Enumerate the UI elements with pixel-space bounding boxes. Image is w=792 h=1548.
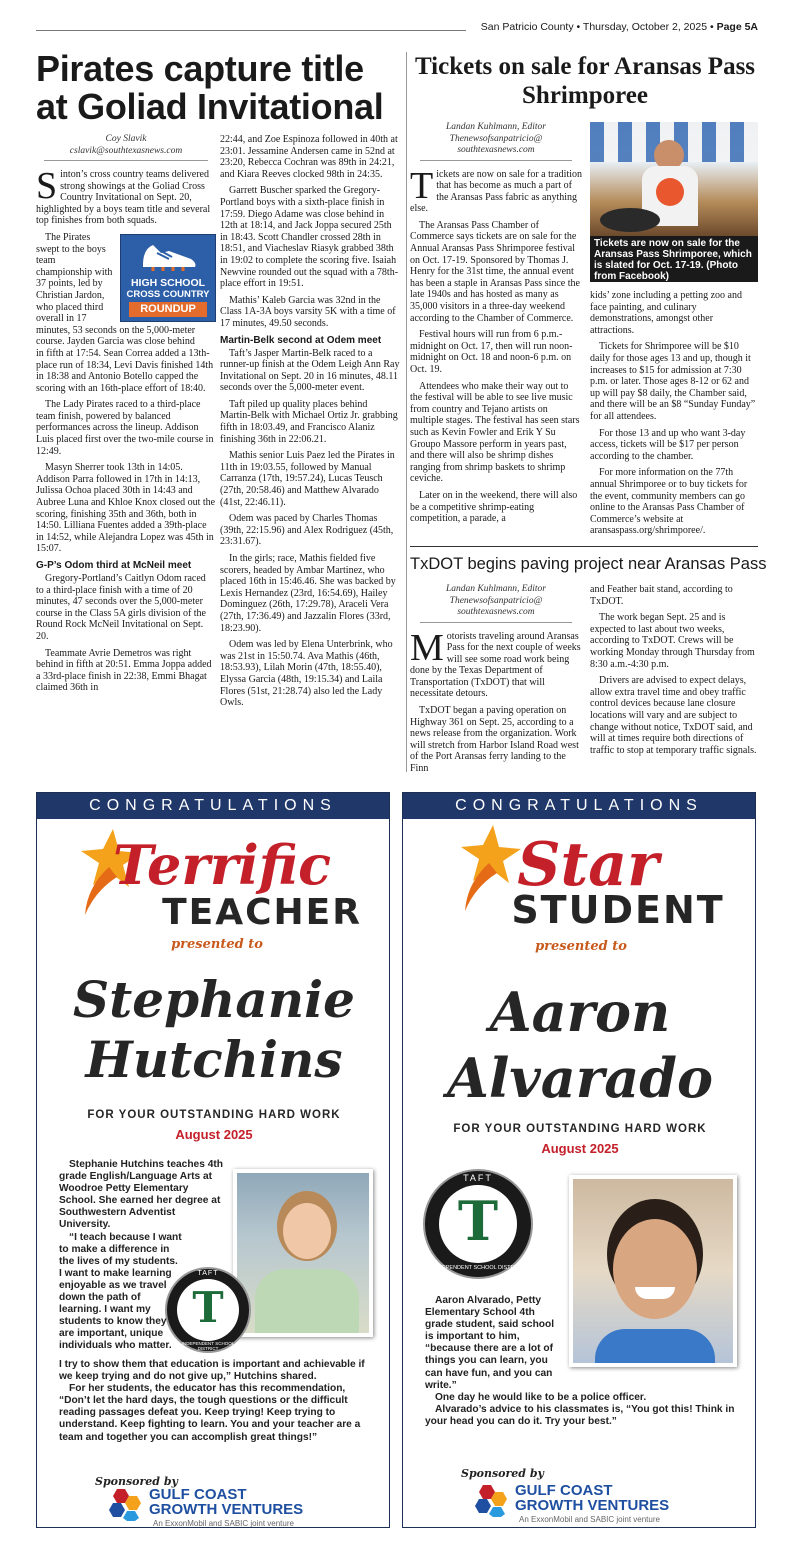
header-dateline: San Patricio County • Thursday, October 2, 2025 • [480, 21, 717, 33]
byline-name: Landan Kuhlmann, Editor [445, 122, 547, 132]
paragraph: The Aransas Pass Chamber of Commerce says tickets are on sale for the Annual Aransas Pass Shrimporee festival on Oct. 17-19. Sponsored by Thomas J. Henry for the 31st time, the annual event has been a staple in Aransas Pass since the late 1940s and has hosted as many as 35,000 visitors in a three-day weekend according to the Chamber of Commerce. [410, 219, 580, 324]
story3-headline: TxDOT begins paving project near Aransas Pass [410, 555, 767, 573]
ad1-big-title: TEACHER [162, 892, 362, 933]
byline-name: Coy Slavik [105, 134, 147, 144]
story1-col1 [36, 134, 216, 699]
seal-letter: T [192, 1283, 224, 1332]
paragraph: The Pirates swept to the boys team championship with 37 points, led by Christian Jardon, who placed third overall in 17 minutes, 53 seconds on the 5,000-meter course. Jayden Garcia was close behind [36, 231, 196, 348]
byline-email: southtexasnews.com [457, 145, 535, 155]
byline-email: cslavik@southtexasnews.com [69, 145, 183, 156]
congratulations-band: CONGRATULATIONS [403, 793, 755, 819]
story3-byline [420, 584, 572, 623]
ad1-sponsored-by: Sponsored by [95, 1475, 178, 1488]
paragraph: inton’s cross country teams delivered strong showings at the Goliad Cross Country Invitational on Sept. 20, highlighted by a boys team title and several top finishes from both squads. [36, 169, 211, 227]
ad1-honoree-first: Stephanie [73, 970, 355, 1029]
star-student-ad [402, 792, 756, 1528]
taft-isd-seal [423, 1169, 533, 1279]
story1-col2 [220, 134, 400, 714]
teacher-photo [233, 1169, 373, 1337]
logo-line1: HIGH SCHOOL [130, 276, 206, 289]
paragraph: Garrett Buscher sparked the Gregory-Portland boys with a sixth-place finish in 17:59. Diego Adame was close behind in 12th at 18:14, and Jack Joppa secured 25th in 18:43. Scott Chandler crossed 28th in 18:51, and Viacheslav Riasyk grabbed 38th in 19:02 to complete the scoring five. Isaiah Newvine rounded out the squad with a 78th-place effort in 19:51. [220, 185, 399, 290]
paragraph: Mathis senior Luis Paez led the Pirates in 11th in 19:03.55, followed by Manual Carranza (17th, 19:57.24), Lucas Teusch (27th, 20:58.46) and Matthew Alvarado (41st, 22:46.11). [220, 450, 395, 508]
logo-line2: CROSS COUNTRY [126, 288, 210, 300]
paragraph: Taft piled up quality places behind Martin-Belk with Michael Ortiz Jr. grabbing fifth in 18:03.49, and Francisco Alaniz finishing 36th in 22:06.21. [220, 398, 398, 445]
story3-lede [410, 626, 582, 701]
paragraph: Later on in the weekend, there will also be a competitive shrimp-eating competition, a parade, a [410, 489, 578, 525]
ad-paragraph: One day he would like to be a police officer. [435, 1391, 647, 1403]
ad2-big-title: STUDENT [511, 888, 725, 932]
terrific-teacher-ad [36, 792, 390, 1528]
story2-col1 [410, 122, 582, 530]
hexagon-logo-icon [107, 1487, 145, 1521]
ad1-month: August 2025 [175, 1127, 253, 1142]
ad2-brand-line2: GROWTH VENTURES [515, 1497, 670, 1514]
story2-byline [420, 122, 572, 161]
paragraph: Tickets for Shrimporee will be $10 daily for those ages 13 and up, though it increases to $15 for admission at 7:30 p.m. or later. Those ages 8-12 or 62 and up will pay $8 daily, the Chamber said, and there will be an $8 “Sunday Funday” for all attendees. [590, 341, 756, 422]
seal-top-text: TAFT [463, 1173, 493, 1183]
ad2-sponsored-by: Sponsored by [461, 1467, 544, 1480]
byline-email: Thenewsofsanpatricio@ [449, 133, 543, 144]
paragraph: In the girls; race, Mathis fielded five scorers, headed by Ambar Martinez, who placed 16th in 15:46.46. She was backed by Lexis Hernandez (23rd, 16:54.69), Hailey Dominguez (26th, 17:29.78), Araceli Vera (27th, 17:36.49) and Jazzalin Flores (33rd, 18:23.90). [220, 553, 396, 634]
paragraph: otorists traveling around Aransas Pass for the next couple of weeks will see some road work being done by the Texas Department of Transportation (TxDOT) that will necessitate detours. [410, 630, 581, 700]
column-divider [406, 52, 407, 772]
paragraph: kids’ zone including a petting zoo and face painting, and culinary demonstrations, amongst other attractions. [590, 290, 742, 336]
ad2-honoree-first: Aaron [489, 980, 671, 1044]
byline-email: Thenewsofsanpatricio@ [449, 595, 543, 606]
seal-ring-text: INDEPENDENT SCHOOL DISTRICT [181, 1341, 235, 1351]
congratulations-band: CONGRATULATIONS [37, 793, 389, 819]
paragraph: Festival hours will run from 6 p.m.-midnight on Oct. 17, then will run noon-midnight on Oct. 18 and noon-6 p.m. on Oct. 19. [410, 329, 573, 375]
header-rule [36, 30, 466, 31]
ad2-honoree-last: Alvarado [447, 1046, 713, 1110]
ad1-body-bottom [59, 1359, 379, 1444]
ad2-month: August 2025 [541, 1141, 619, 1156]
seal-letter: T [457, 1189, 499, 1253]
page-number: Page 5A [716, 21, 758, 33]
byline-email: southtexasnews.com [457, 607, 535, 617]
ad1-presented: presented to [171, 937, 263, 952]
story3-col1 [410, 584, 582, 780]
paragraph: Drivers are advised to expect delays, allow extra travel time and obey traffic control devices because lane closure locations will vary and are subject to change without notice, TxDOT said, and will at times require both directions of traffic to stop at temporary traffic signals. [590, 675, 757, 756]
running-shoe-icon [139, 241, 199, 271]
drop-cap: S [36, 165, 58, 207]
story1-headline: Pirates capture title at Goliad Invitational [36, 48, 384, 127]
hexagon-logo-icon [473, 1483, 511, 1517]
paragraph: Gregory-Portland’s Caitlyn Odom raced to a third-place finish with a time of 20 minutes, 47 seconds over the 5,000-meter course in the Class 5A girls division of the Round Rock McNeil Invitational on Sept. 20. [36, 573, 206, 642]
photo-caption: Tickets are now on sale for the Aransas Pass Shrimporee, which is slated for Oct. 17-19. (Photo from Facebook) [590, 236, 758, 282]
paragraph: and Feather bait stand, according to TxDOT. [590, 584, 733, 607]
paragraph: ickets are now on sale for a tradition that has become as much a part of the Aransas Pass fabric as anything else. [410, 168, 582, 215]
ad-paragraph: “I teach because I want to make a difference in the lives of my students. I want to make learning enjoyable as we travel down the path of learning. I want my students to know they are important, unique individuals who matter. [59, 1231, 182, 1352]
seal-ring-text: INDEPENDENT SCHOOL DISTRICT [432, 1265, 524, 1271]
story2-lede [410, 164, 582, 215]
ad2-presented: presented to [535, 939, 627, 954]
seal-top-text: TAFT [197, 1270, 219, 1277]
ad-paragraph: For her students, the educator has this recommendation, “Don’t let the hard days, the tough questions or the difficult reading passages defeat you. Keep trying! Keep trying to understand. Keep fighting to learn. You and your teacher are a team and together you can accomplish great things!” [59, 1383, 361, 1443]
story1-byline [44, 134, 208, 161]
cross-country-logo [120, 234, 216, 322]
paragraph: Attendees who make their way out to the festival will be able to see live music from country and Tejano artists on multiple stages. The festival has seen stars such as Kevin Fowler and Erik Y Su Groupo Massore perform in years past, and there will also be shrimp dishes ranging from shrimp baskets to shrimp ceviche. [410, 380, 580, 485]
ad1-script-title: Terrific [113, 833, 331, 897]
ad2-body [425, 1295, 747, 1428]
ad1-joint-venture: An ExxonMobil and SABIC joint venture [153, 1519, 294, 1528]
ad2-script-title: Star [517, 830, 659, 900]
ad2-brand-line1: GULF COAST [515, 1482, 613, 1499]
paragraph: For more information on the 77th annual Shrimporee or to buy tickets for the event, community members can go online to the Aransas Pass Chamber of Commerce’s website at aransaspass.org/shrimporee/. [590, 467, 748, 537]
ad2-joint-venture: An ExxonMobil and SABIC joint venture [519, 1515, 660, 1524]
logo-line3: ROUNDUP [129, 302, 207, 317]
ad2-outstanding: FOR YOUR OUTSTANDING HARD WORK [453, 1123, 707, 1135]
paragraph: TxDOT began a paving operation on Highway 361 on Sept. 25, according to a news release from the organization. Work will stretch from Harbor Island Road west of the Port Aransas ferry landing to the Finn [410, 705, 579, 775]
drop-cap: M [410, 626, 444, 669]
byline-name: Landan Kuhlmann, Editor [445, 584, 547, 594]
ad-paragraph: I try to show them that education is important and achievable if we keep trying and do not give up,” Hutchins shared. [59, 1359, 365, 1383]
paragraph: Mathis’ Kaleb Garcia was 32nd in the Class 1A-3A boys varsity 5K with a time of 17 minutes, 49.50 seconds. [220, 294, 396, 329]
ad-paragraph: Stephanie Hutchins teaches 4th grade English/Language Arts at Woodroe Petty Elementary School. She earned her degree at Southwestern Adventist University. [59, 1159, 223, 1231]
subhead: Martin-Belk second at Odem meet [220, 334, 382, 346]
ad-paragraph: Alvarado’s advice to his classmates is, “You got this! Think in your head you can do it. Try your best.” [425, 1403, 735, 1427]
ad1-outstanding: FOR YOUR OUTSTANDING HARD WORK [87, 1109, 341, 1121]
page-header [36, 20, 758, 36]
paragraph: Masyn Sherrer took 13th in 14:05. Addison Parra followed in 17th in 14:13, Julissa Ochoa placed 30th in 14:43 and Aubree Luna and Khloe Knox closed out the scoring, finishing 35th and 36th, both in 14:50. Lilliana Fuentes added a 39th-place in 14:52, while Alejandra Lopez was 45th in 15:07. [36, 462, 216, 555]
story3-col2 [590, 584, 758, 761]
paragraph: The Lady Pirates raced to a third-place team finish, powered by balanced performances across the lineup. Addison Luis placed first over the two-mile course in 12:49. [36, 399, 214, 457]
ad1-brand-line1: GULF COAST [149, 1486, 247, 1503]
paragraph: 22:44, and Zoe Espinoza followed in 40th at 23:01. Jessamine Andersen came in 52nd at 23:20, Rebecca Cochran was 89th in 24:21, and Kiara Reeves clocked 98th in 24:35. [220, 134, 398, 180]
paragraph: in fifth at 17:54. Sean Correa added a 13th-place run of 18:34, Levi Davis finished 14th in 18:38 and Antonio Botello capped the scoring with an 16th-place effort of 18:40. [36, 347, 214, 394]
subhead: G-P’s Odom third at McNeil meet [36, 560, 192, 571]
story2-col2 [590, 290, 758, 542]
ad-paragraph: Aaron Alvarado, Petty Elementary School 4th grade student, said school is important to him, “because there are a lot of things you can learn, you can have fun, and you can write.” [425, 1295, 555, 1391]
ad1-body-top [59, 1159, 227, 1353]
paragraph: Odem was led by Elena Unterbrink, who was 21st in 15:50.74. Ava Mathis (46th, 18:53.93), Lilah Morin (47th, 18:55.40), Elyssa Garcia (48th, 19:15.34) and Laila Flores (51st, 21:28.74) also led the Lady Owls. [220, 639, 393, 709]
shrimporee-photo [590, 122, 758, 236]
story1-lede [36, 165, 216, 227]
story-divider [410, 546, 758, 547]
story2-headline: Tickets on sale for Aransas Pass Shrimporee [414, 53, 756, 109]
ad1-brand-line2: GROWTH VENTURES [149, 1501, 304, 1518]
paragraph: The work began Sept. 25 and is expected to last about two weeks, according to TxDOT. Crews will be working Monday through Thursday from 8:30 a.m.-4:30 p.m. [590, 612, 755, 670]
ad1-honoree-last: Hutchins [85, 1030, 343, 1089]
paragraph: Taft’s Jasper Martin-Belk raced to a runner-up finish at the Odem Leigh Ann Ray Invitational on Sept. 20 in 16 minutes, 48.11 seconds over the 5,000-meter event. [220, 347, 400, 394]
paragraph: Teammate Avrie Demetros was right behind in fifth at 20:51. Emma Joppa added a 33rd-place finish in 22:38, Emmi Bhagat claimed 36th in [36, 647, 212, 694]
paragraph: For those 13 and up who want 3-day access, tickets will be $17 per person according to the chamber. [590, 427, 746, 462]
drop-cap: T [410, 164, 434, 207]
paragraph: Odem was paced by Charles Thomas (39th, 22:15.96) and Alex Rodriguez (45th, 23:31.67). [220, 513, 394, 548]
